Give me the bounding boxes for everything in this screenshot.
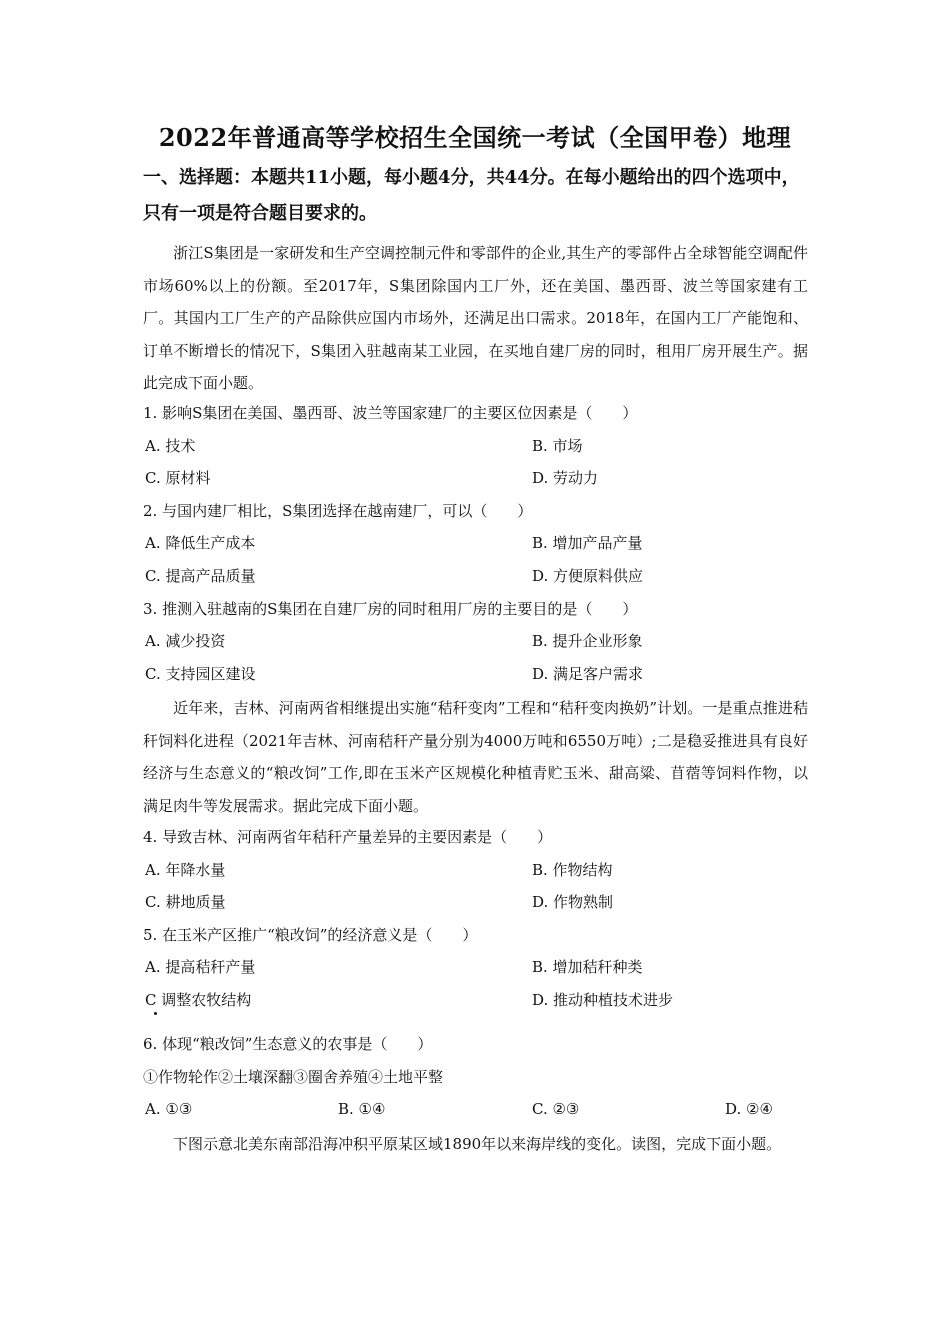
question-1-option-c: C. 原材料 bbox=[145, 469, 211, 487]
question-2-option-b: B. 增加产品产量 bbox=[532, 534, 643, 552]
stray-dot-mark bbox=[154, 1012, 157, 1015]
question-4-stem: 4. 导致吉林、河南两省年秸秆产量差异的主要因素是（ ） bbox=[143, 828, 553, 846]
question-3-option-d: D. 满足客户需求 bbox=[532, 665, 644, 683]
question-3-option-b: B. 提升企业形象 bbox=[532, 632, 643, 650]
passage-3-text: 下图示意北美东南部沿海冲积平原某区域1890年以来海岸线的变化。读图，完成下面小题。 bbox=[173, 1135, 782, 1153]
question-5-option-c: C 调整农牧结构 bbox=[145, 991, 252, 1009]
question-3-stem: 3. 推测入驻越南的S集团在自建厂房的同时租用厂房的主要目的是（ ） bbox=[143, 600, 638, 618]
section-heading: 一、选择题：本题共11小题，每小题4分，共44分。在每小题给出的四个选项中，只有一项是符合题目要求的。 bbox=[143, 167, 800, 224]
passage-2-text: 近年来，吉林、河南两省相继提出实施“秸秆变肉”工程和“秸秆变肉换奶”计划。一是重点推进秸秆饲料化进程（2021年吉林、河南秸秆产量分别为4000万吨和6550万吨）;二是稳妥推进具有良好经济与生态意义的“粮改饲”工作,即在玉米产区规模化种植青贮玉米、甜高粱、苜蓿等饲料作物，以满足肉牛等发展需求。据此完成下面小题。 bbox=[143, 699, 808, 815]
question-6-stem: 6. 体现“粮改饲”生态意义的农事是（ ） bbox=[143, 1035, 433, 1053]
question-2-option-c: C. 提高产品质量 bbox=[145, 567, 256, 585]
question-2-stem: 2. 与国内建厂相比，S集团选择在越南建厂，可以（ ） bbox=[143, 502, 533, 520]
question-5-stem: 5. 在玉米产区推广“粮改饲”的经济意义是（ ） bbox=[143, 926, 478, 944]
question-5-option-a: A. 提高秸秆产量 bbox=[145, 958, 256, 976]
passage-1 bbox=[143, 237, 808, 400]
question-4-option-a: A. 年降水量 bbox=[145, 861, 226, 879]
question-6-option-c: C. ②③ bbox=[532, 1100, 580, 1118]
question-3-option-c: C. 支持园区建设 bbox=[145, 665, 256, 683]
question-3-option-a: A. 减少投资 bbox=[145, 632, 226, 650]
question-4-option-c: C. 耕地质量 bbox=[145, 893, 226, 911]
document-title: 2022年普通高等学校招生全国统一考试（全国甲卷）地理 bbox=[158, 123, 792, 152]
passage-1-text: 浙江S集团是一家研发和生产空调控制元件和零部件的企业,其生产的零部件占全球智能空调配件市场60%以上的份额。至2017年，S集团除国内工厂外，还在美国、墨西哥、波兰等国家建有工厂。其国内工厂生产的产品除供应国内市场外，还满足出口需求。2018年，在国内工厂产能饱和、订单不断增长的情况下，S集团入驻越南某工业园，在买地自建厂房的同时，租用厂房开展生产。据此完成下面小题。 bbox=[143, 244, 808, 392]
question-5-option-d: D. 推动种植技术进步 bbox=[532, 991, 674, 1009]
question-6-option-a: A. ①③ bbox=[145, 1100, 193, 1118]
question-5-option-b: B. 增加秸秆种类 bbox=[532, 958, 643, 976]
passage-3 bbox=[143, 1128, 808, 1161]
passage-2 bbox=[143, 692, 808, 822]
question-6-items: ①作物轮作②土壤深翻③圈舍养殖④土地平整 bbox=[143, 1068, 444, 1086]
question-4-option-b: B. 作物结构 bbox=[532, 861, 613, 879]
question-4-option-d: D. 作物熟制 bbox=[532, 893, 614, 911]
question-2-option-a: A. 降低生产成本 bbox=[145, 534, 256, 552]
question-2-option-d: D. 方便原料供应 bbox=[532, 567, 644, 585]
question-1-option-d: D. 劳动力 bbox=[532, 469, 599, 487]
question-1-option-a: A. 技术 bbox=[145, 437, 196, 455]
question-6-option-d: D. ②④ bbox=[725, 1100, 773, 1118]
question-1-stem: 1. 影响S集团在美国、墨西哥、波兰等国家建厂的主要区位因素是（ ） bbox=[143, 404, 638, 422]
question-1-option-b: B. 市场 bbox=[532, 437, 583, 455]
question-6-option-b: B. ①④ bbox=[338, 1100, 386, 1118]
